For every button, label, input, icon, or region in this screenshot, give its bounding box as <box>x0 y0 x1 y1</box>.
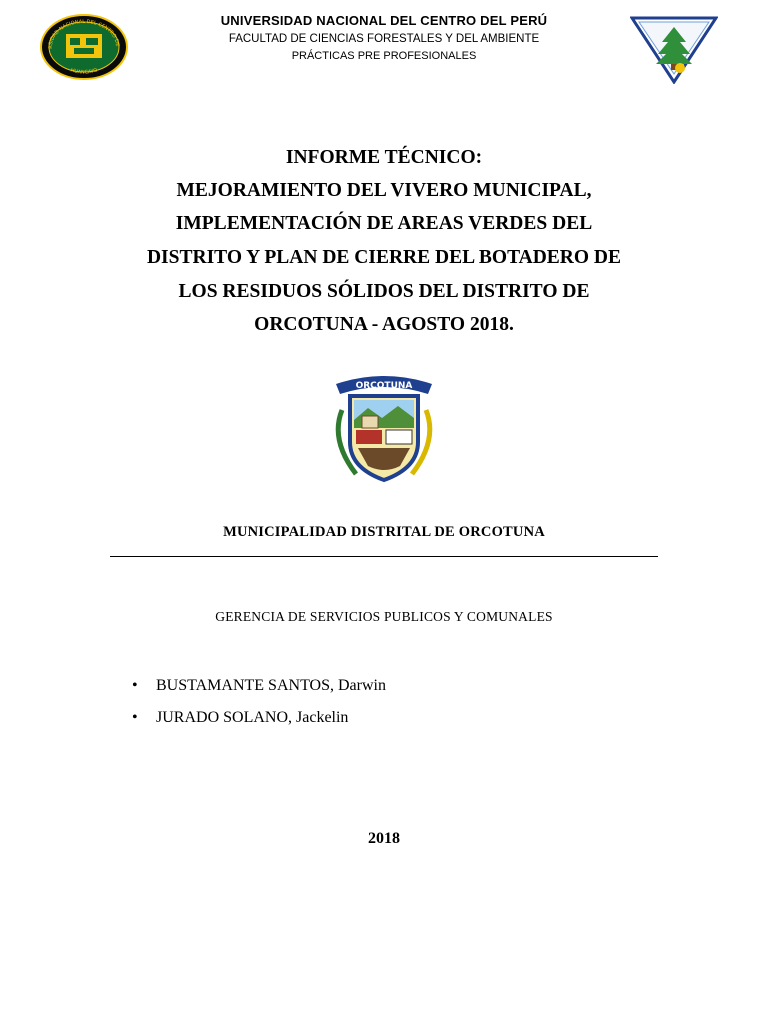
title-line-4: DISTRITO Y PLAN DE CIERRE DEL BOTADERO DE <box>146 247 622 268</box>
department-name: GERENCIA DE SERVICIOS PUBLICOS Y COMUNALES <box>215 609 553 624</box>
faculty-triangle-logo <box>630 16 718 84</box>
seal-top-text: RSIDAD NACIONAL DEL CENTRO DE <box>47 18 121 49</box>
title-line-2: MEJORAMIENTO DEL VIVERO MUNICIPAL, <box>176 180 592 201</box>
university-name: UNIVERSIDAD NACIONAL DEL CENTRO DEL PERÚ <box>220 13 548 28</box>
university-seal-logo <box>40 14 128 80</box>
municipality-name: MUNICIPALIDAD DISTRITAL DE ORCOTUNA <box>223 524 545 540</box>
bullet-icon: • <box>132 709 138 726</box>
orcotuna-crest-logo <box>328 370 440 484</box>
divider-line <box>110 556 658 557</box>
author-name: JURADO SOLANO, Jackelin <box>156 709 349 726</box>
title-line-3: IMPLEMENTACIÓN DE AREAS VERDES DEL <box>175 213 593 234</box>
author-name: BUSTAMANTE SANTOS, Darwin <box>156 677 386 694</box>
title-line-5: LOS RESIDUOS SÓLIDOS DEL DISTRITO DE <box>178 281 590 302</box>
seal-bottom-text: HUANCAYO <box>69 67 99 76</box>
title-line-6: ORCOTUNA - AGOSTO 2018. <box>254 314 514 335</box>
crest-banner-text: ORCOTUNA <box>355 381 413 391</box>
bullet-icon: • <box>132 677 138 694</box>
author-list-item <box>132 709 348 727</box>
author-list-item <box>132 677 386 695</box>
faculty-name: FACULTAD DE CIENCIAS FORESTALES Y DEL AMBIENTE <box>228 33 540 45</box>
document-year: 2018 <box>368 830 400 847</box>
program-name: PRÁCTICAS PRE PROFESIONALES <box>291 50 477 62</box>
title-line-1: INFORME TÉCNICO: <box>285 147 483 168</box>
